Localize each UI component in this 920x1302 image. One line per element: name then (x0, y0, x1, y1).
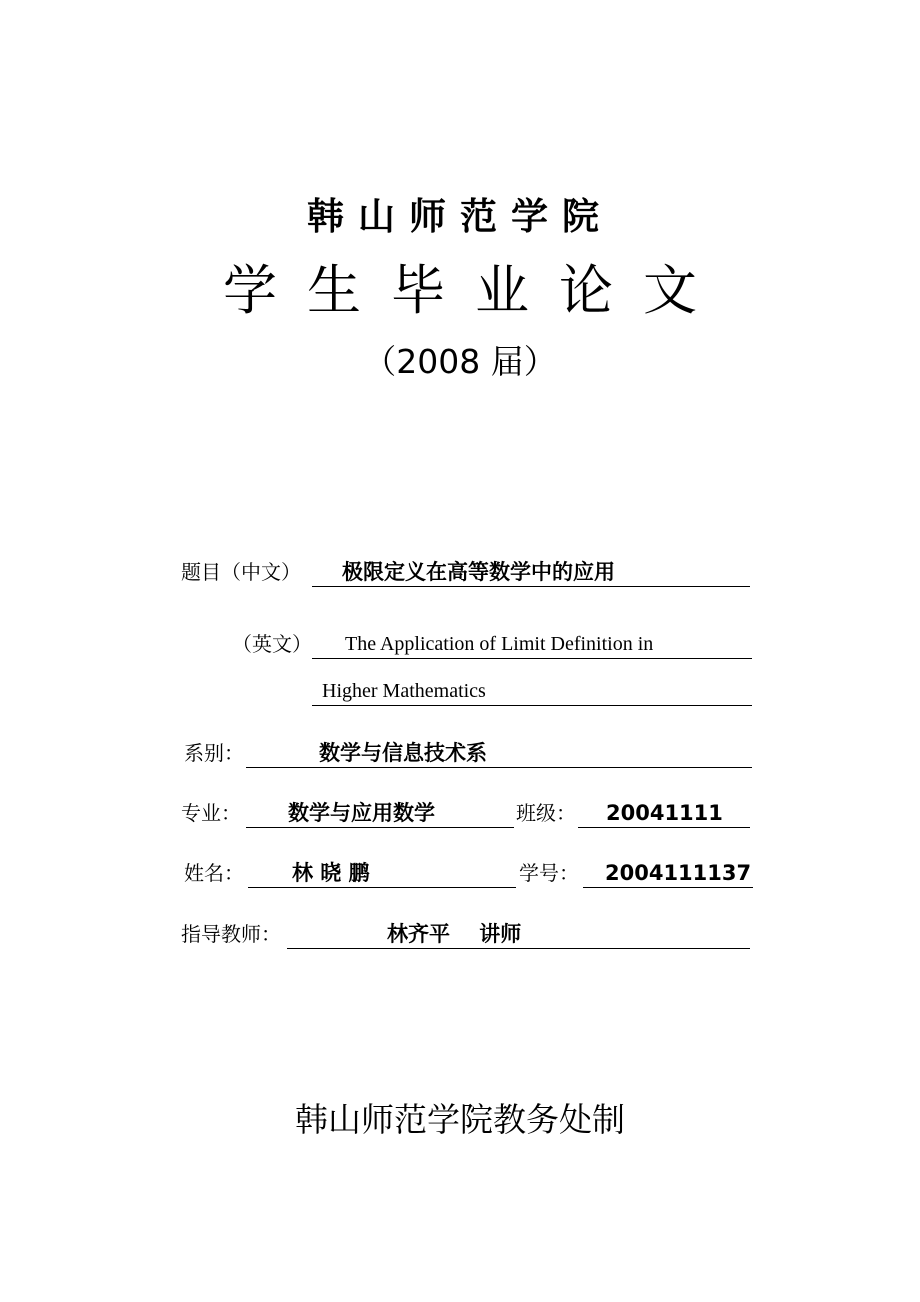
department-label: 系别： (184, 741, 244, 765)
advisor-label: 指导教师： (181, 922, 281, 946)
title-cn-value: 极限定义在高等数学中的应用 (342, 560, 615, 584)
advisor-value: 林齐平 讲师 (387, 922, 522, 946)
student-id-value: 2004111137 (605, 861, 752, 885)
student-id-label: 学号： (519, 861, 579, 885)
department-value: 数学与信息技术系 (319, 741, 487, 765)
school-name: 韩山师范学院 (307, 195, 613, 238)
class-value: 20041111 (606, 801, 723, 825)
title-cn-label: 题目（中文） (181, 560, 301, 584)
student-id-field (583, 859, 753, 888)
major-value: 数学与应用数学 (288, 801, 435, 825)
title-en-field-line2 (312, 677, 752, 706)
class-label: 班级： (516, 801, 576, 825)
title-en-value-line2: Higher Mathematics (322, 680, 486, 702)
major-label: 专业： (181, 801, 241, 825)
class-field (578, 799, 750, 828)
department-field (246, 739, 752, 768)
name-value: 林 晓 鹏 (292, 861, 370, 885)
title-cn-field (312, 558, 750, 587)
name-field (248, 859, 516, 888)
title-en-field-line1 (312, 630, 752, 659)
issuer-footer: 韩山师范学院教务处制 (295, 1100, 625, 1139)
name-label: 姓名： (184, 861, 244, 885)
title-en-label: （英文） (232, 632, 312, 656)
title-en-value-line1: The Application of Limit Definition in (345, 633, 654, 655)
graduation-year: （2008 届） (363, 342, 557, 381)
major-field (246, 799, 514, 828)
document-title: 学生毕业论文 (223, 259, 727, 322)
advisor-field (287, 920, 750, 949)
